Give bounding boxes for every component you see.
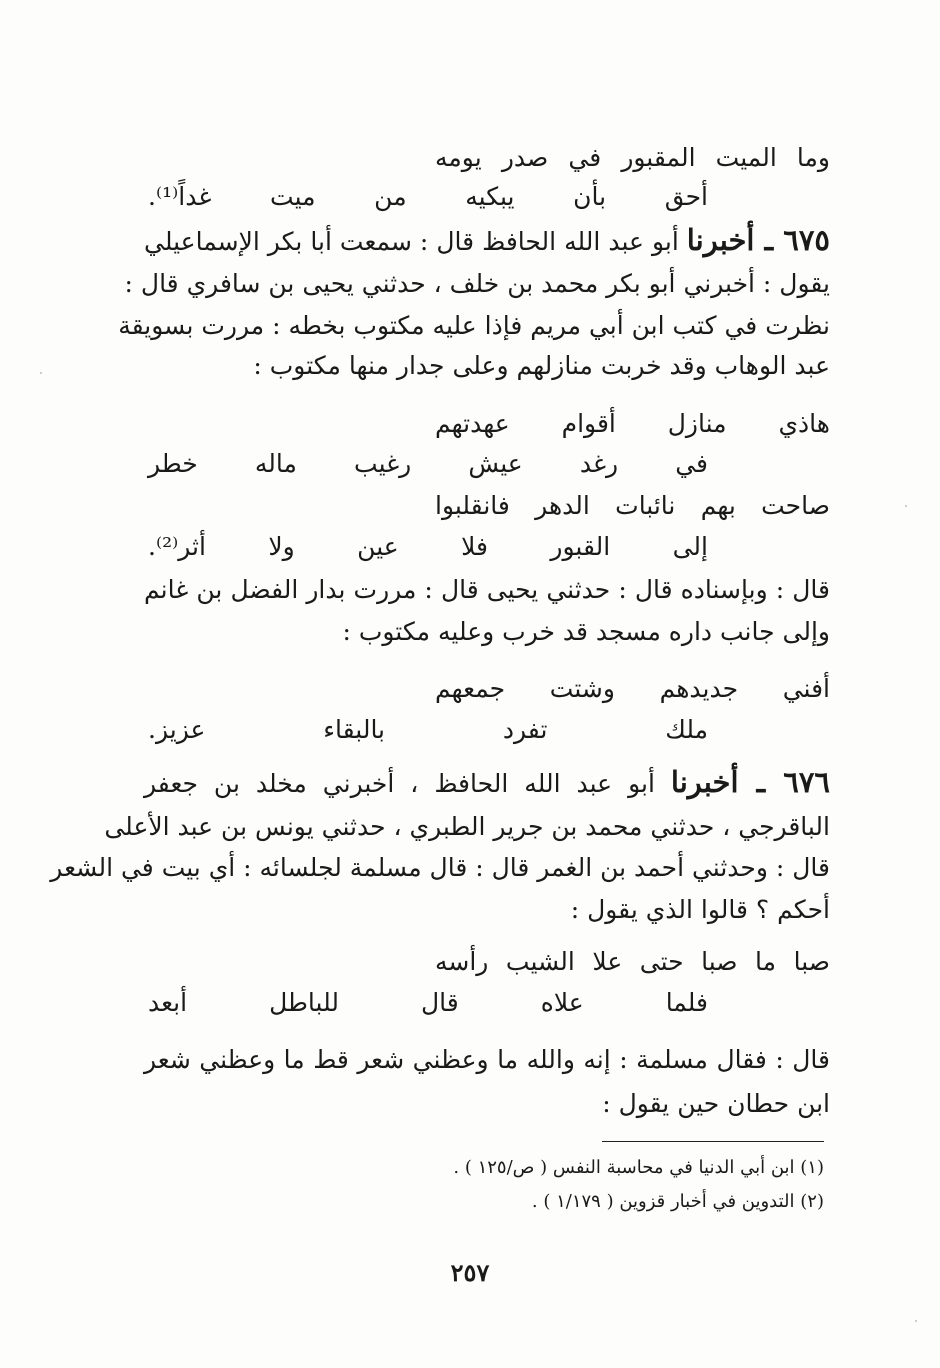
verse-line: صبا ما صبا حتى علا الشيب رأسه: [435, 947, 830, 976]
page-number: ٢٥٧: [450, 1258, 490, 1287]
text-line: الباقرجي ، حدثني محمد بن جرير الطبري ، حدثني يونس بن عبد الأعلى: [104, 812, 830, 841]
hadith-676-heading: ٦٧٦ ـ أخبرنا: [670, 765, 830, 799]
text-line: قال : وحدثني أحمد بن الغمر قال : قال مسلمة لجلسائه : أي بيت في الشعر: [50, 853, 830, 882]
hadith-675-heading: ٦٧٥ ـ أخبرنا: [686, 223, 830, 257]
hadith-675-first-line: [144, 223, 830, 259]
text-line: عبد الوهاب وقد خربت منازلهم وعلى جدار منها مكتوب :: [253, 351, 830, 380]
verse-line: فلما علاه قال للباطل أبعد: [148, 988, 708, 1017]
verse-line: أحق بأن يبكيه من ميت غداً⁽¹⁾.: [148, 182, 708, 211]
footnote-1: (١) ابن أبي الدنيا في محاسبة النفس ( ص/١٢٥ ) .: [453, 1157, 824, 1178]
scan-speck: [40, 372, 42, 374]
text-line: قال : فقال مسلمة : إنه والله ما وعظني شعر قط ما وعظني شعر: [144, 1045, 830, 1074]
verse-line: إلى القبور فلا عين ولا أثر⁽²⁾.: [148, 532, 708, 561]
text-line: قال : وبإسناده قال : حدثني يحيى قال : مررت بدار الفضل بن غانم: [144, 575, 830, 604]
text-line: أحكم ؟ قالوا الذي يقول :: [570, 895, 830, 924]
text-line: ابن حطان حين يقول :: [602, 1089, 830, 1118]
hadith-676-first-line: [144, 765, 830, 801]
hadith-675-text: أبو عبد الله الحافظ قال : سمعت أبا بكر الإسماعيلي: [144, 227, 679, 256]
verse-line: وما الميت المقبور في صدر يومه: [435, 143, 830, 172]
text-line: نظرت في كتب ابن أبي مريم فإذا عليه مكتوب بخطه : مررت بسويقة: [118, 311, 830, 340]
text-line: يقول : أخبرني أبو بكر محمد بن خلف ، حدثني يحيى بن سافري قال :: [124, 269, 830, 298]
verse-line: هاذي منازل أقوام عهدتهم: [435, 409, 830, 438]
verse-line: ملك تفرد بالبقاء عزيز.: [148, 715, 708, 744]
scan-speck: [915, 1320, 917, 1322]
hadith-676-text: أبو عبد الله الحافظ ، أخبرني مخلد بن جعفر: [144, 769, 655, 798]
footnote-2: (٢) التدوين في أخبار قزوين ( ١/١٧٩ ) .: [531, 1191, 824, 1212]
verse-line: أفني جديدهم وشتت جمعهم: [435, 674, 830, 703]
verse-line: في رغد عيش رغيب ماله خطر: [148, 449, 708, 478]
text-line: وإلى جانب داره مسجد قد خرب وعليه مكتوب :: [342, 617, 830, 646]
scan-speck: [905, 505, 907, 507]
verse-line: صاحت بهم نائبات الدهر فانقلبوا: [435, 491, 830, 520]
footnote-divider: [602, 1141, 824, 1142]
